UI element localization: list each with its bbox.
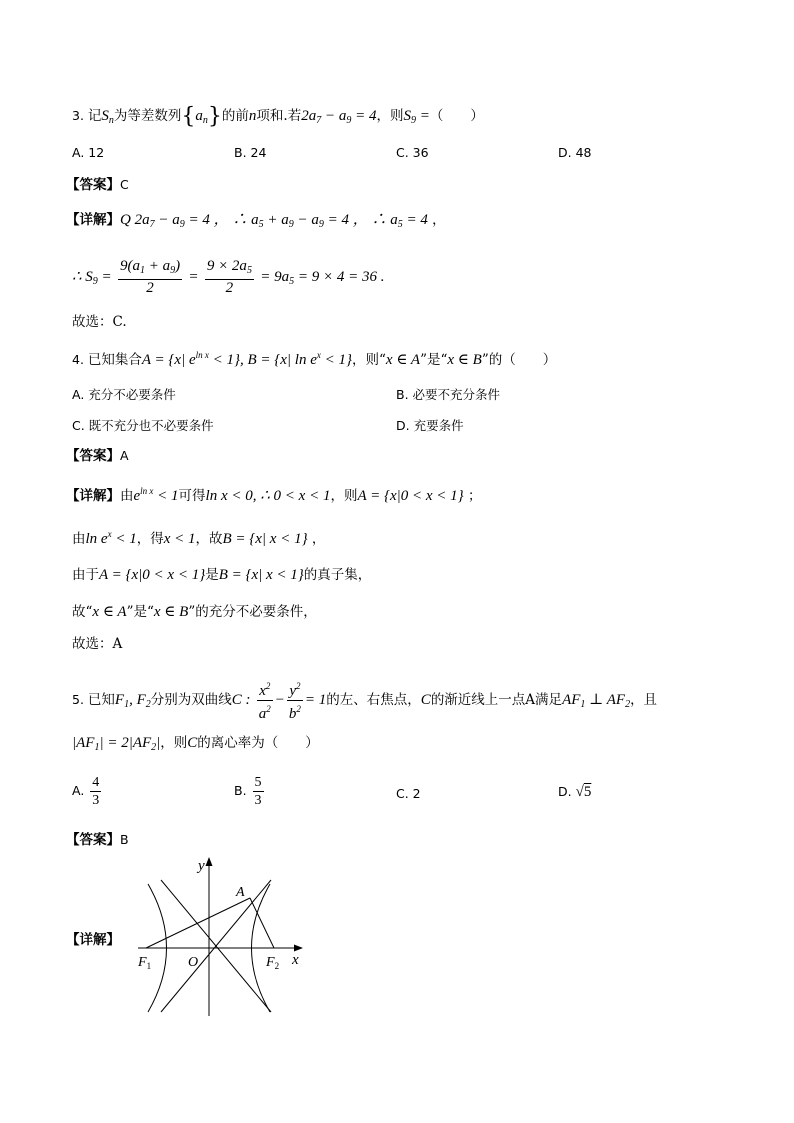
q3-option-c: C. 36 <box>396 145 429 160</box>
hyperbola-diagram <box>128 852 328 1022</box>
q5-option-a: A. $\frac{4}{3}$ <box>72 775 100 808</box>
x-axis-arrow <box>294 945 303 952</box>
q4-detail-line2: 由$\ln e^x < 1$，得x < 1，故B = {x| x < 1} ， <box>72 529 326 547</box>
q3-option-d: D. 48 <box>558 145 592 160</box>
q3-conclusion: 故选：C. <box>72 314 127 330</box>
origin-label: O <box>188 955 199 970</box>
q3-stem: 3. 记$S_n$为等差数列$\{a_n\}$的前n项和.若$2a_7 - a_9 = 4$，则$S_9$ =（ ） <box>72 104 484 129</box>
x-axis-label: x <box>292 952 299 968</box>
q5-option-d: D. √5 <box>558 784 592 800</box>
q3-detail-line1: 【详解】Q $2a_7 - a_9 = 4$ ， ∴ $a_5 + a_9 - a_9 = 4$ ， ∴ $a_5 = 4$ ， <box>66 212 446 230</box>
q5-stem-line1: 5. 已知$F_1$, $F_2$分别为双曲线C : $\frac{x^2}{a^2}$ − $\frac{y^2}{b^2}$ = 1的左、右焦点，C的渐近线上一点A满足$AF_1$ ⊥ $AF_2$，且 <box>72 678 657 723</box>
q5-option-b: B. $\frac{5}{3}$ <box>234 775 262 808</box>
f2-label: $F_2$ <box>266 955 280 971</box>
f1-label: $F_1$ <box>138 955 152 971</box>
q4-option-d: D. 充要条件 <box>396 418 464 433</box>
q4-option-b: B. 必要不充分条件 <box>396 387 501 402</box>
q4-answer: 【答案】A <box>66 448 129 464</box>
point-a-label: A <box>236 885 245 900</box>
y-axis-arrow <box>206 857 213 866</box>
q4-detail-line3: 由于A = {x|0 < x < 1}是B = {x| x < 1}的真子集， <box>72 567 372 583</box>
q5-stem-line2: $|AF_1| = 2|AF_2|$，则C的离心率为（ ） <box>72 735 319 753</box>
segment-af1 <box>146 898 250 948</box>
segment-af2 <box>250 898 274 948</box>
q4-detail-line4: 故“x ∈ A”是“x ∈ B”的充分不必要条件， <box>72 604 317 620</box>
q3-option-b: B. 24 <box>234 145 267 160</box>
q4-conclusion: 故选：A <box>72 636 123 652</box>
q3-detail-line2: ∴ $S_9$ = $\frac{9(a_1 + a_9)}{2}$ = $\frac{9 \times 2a_5}{2}$ = $9a_5 = 9 \times 4 = 36$ . <box>72 258 385 296</box>
y-axis-label: y <box>198 858 205 874</box>
q4-option-c: C. 既不充分也不必要条件 <box>72 418 214 433</box>
q5-detail-tag: 【详解】 <box>66 932 120 948</box>
q5-option-c: C. 2 <box>396 786 421 801</box>
q4-stem: 4. 已知集合A = {x| $e^{ln x} < 1$}, B = {x| $\ln e^x < 1$}，则“x ∈ A”是“x ∈ B”的（ ） <box>72 350 557 368</box>
q3-answer: 【答案】C <box>66 177 129 193</box>
q4-option-a: A. 充分不必要条件 <box>72 387 176 402</box>
q5-answer: 【答案】B <box>66 832 129 848</box>
q4-detail-line1: 【详解】由$e^{ln x} < 1$可得ln x < 0, ∴ 0 < x < 1，则A = {x|0 < x < 1} ； <box>66 486 482 504</box>
q3-option-a: A. 12 <box>72 145 105 160</box>
